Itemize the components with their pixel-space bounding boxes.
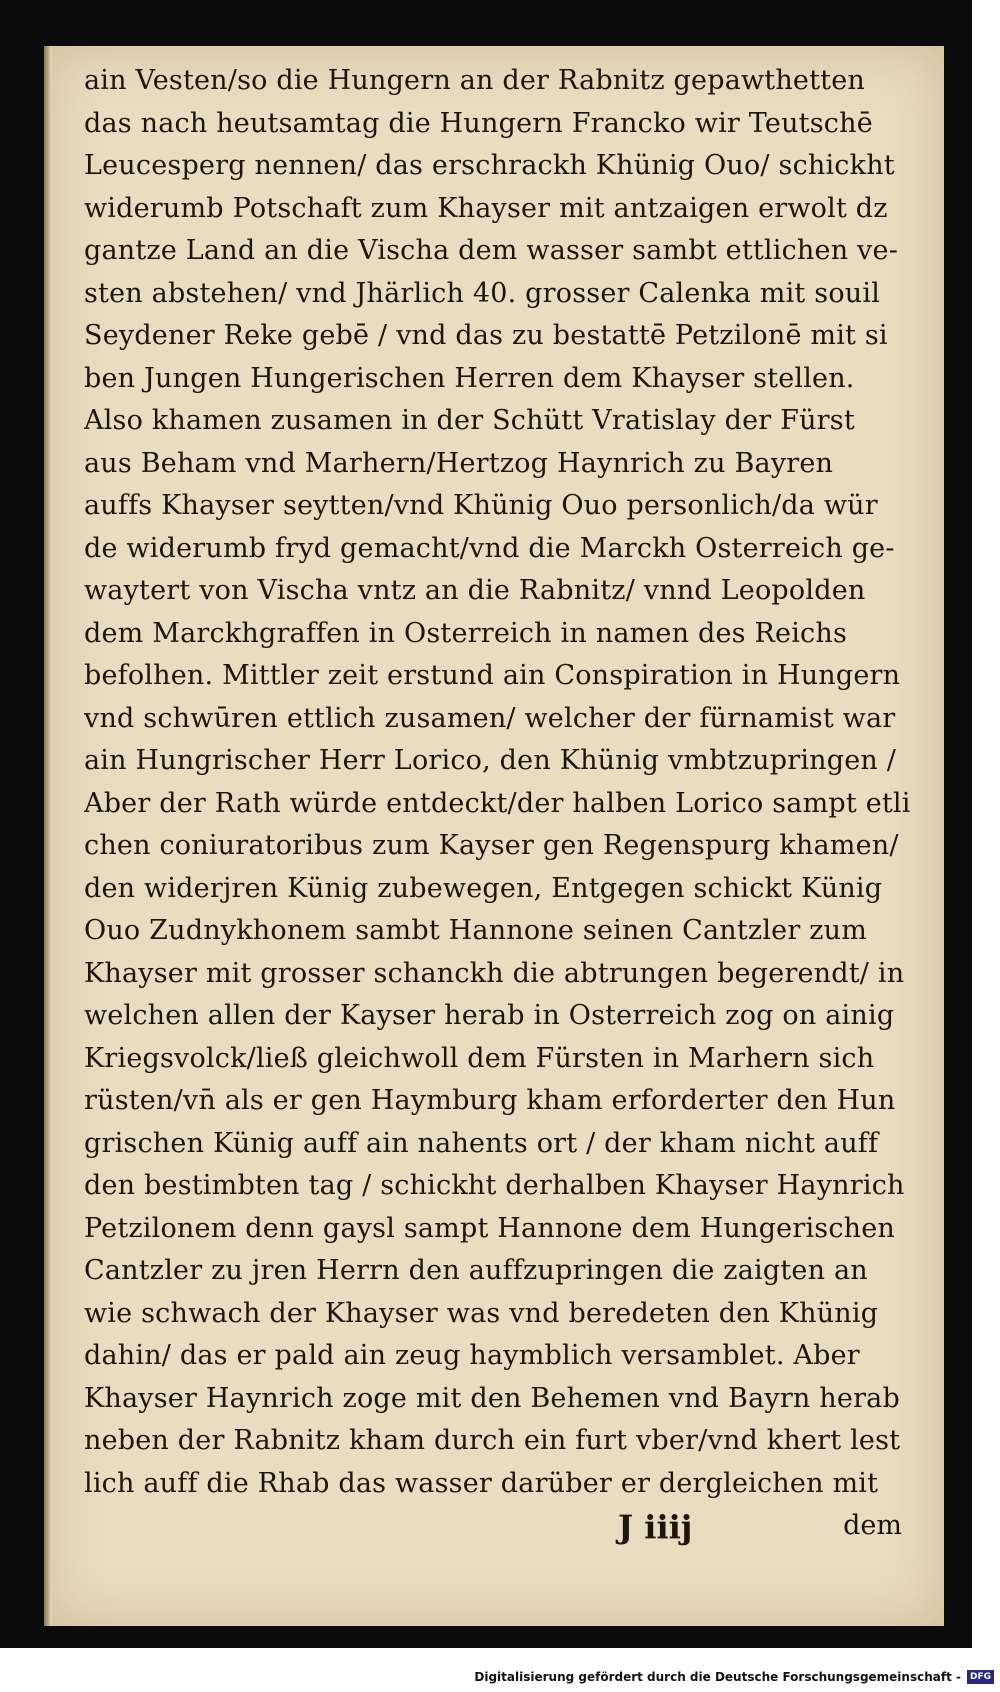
text-line: rüsten/vn̄ als er gen Haymburg kham erforderter den Hun (84, 1085, 896, 1116)
catchword: dem (843, 1510, 902, 1541)
text-line: grischen Künig auff ain nahents ort / der kham nicht auff (84, 1127, 879, 1159)
text-line: Seydener Reke gebē / vnd das zu bestattē Petzilonē mit si (84, 320, 888, 351)
text-line: den bestimbten tag / schickht derhalben Khayser Haynrich (84, 1170, 905, 1201)
text-line: sten abstehen/ vnd Jhärlich 40. grosser Calenka mit souil (84, 277, 881, 309)
text-line: lich auff die Rhab das wasser darüber er dergleichen mit (84, 1467, 879, 1499)
page-footer (84, 1508, 914, 1553)
text-line: dahin/ das er pald ain zeug haymblich versamblet. Aber (84, 1340, 860, 1371)
text-line: chen coniuratoribus zum Kayser gen Regenspurg khamen/ (84, 830, 899, 861)
text-line: Kriegsvolck/ließ gleichwoll dem Fürsten in Marhern sich (84, 1042, 875, 1074)
book-page (44, 46, 944, 1626)
text-line: Khayser Haynrich zoge mit den Behemen vnd Bayrn herab (84, 1382, 900, 1414)
text-line: vnd schwūren ettlich zusamen/ welcher der fürnamist war (84, 702, 896, 734)
text-line: waytert von Vischa vntz an die Rabnitz/ vnnd Leopolden (84, 575, 866, 606)
text-line: befolhen. Mittler zeit erstund ain Conspiration in Hungern (84, 660, 901, 691)
dfg-logo-icon: DFG (967, 1670, 994, 1684)
text-line: auffs Khayser seytten/vnd Khünig Ouo personlich/da wür (84, 490, 878, 521)
text-line: Aber der Rath würde entdeckt/der halben Lorico sampt etli (84, 787, 911, 819)
text-line: den widerjren Künig zubewegen, Entgegen schickt Künig (84, 872, 883, 904)
body-text (84, 60, 914, 1505)
text-line: ain Hungrischer Herr Lorico, den Khünig vmbtzupringen / (84, 745, 897, 776)
text-line: aus Beham vnd Marhern/Hertzog Haynrich zu Bayren (84, 447, 834, 479)
text-line: Cantzler zu jren Herrn den auffzupringen die zaigten an (84, 1255, 868, 1286)
text-line: Khayser mit grosser schanckh die abtrungen begerendt/ in (84, 957, 905, 989)
text-line: ben Jungen Hungerischen Herren dem Khayser stellen. (84, 362, 855, 394)
credit-text: Digitalisierung gefördert durch die Deutsche Forschungsgemeinschaft - (474, 1670, 961, 1684)
text-line: welchen allen der Kayser herab in Osterreich zog on ainig (84, 1000, 895, 1031)
text-line: Petzilonem denn gaysl sampt Hannone dem Hungerischen (84, 1212, 896, 1244)
text-line: das nach heutsamtag die Hungern Francko wir Teutschē (84, 107, 873, 139)
text-line: neben der Rabnitz kham durch ein furt vber/vnd khert lest (84, 1425, 901, 1456)
text-line: de widerumb fryd gemacht/vnd die Marckh Osterreich ge- (84, 532, 895, 564)
signature-mark: J iiij (618, 1508, 693, 1546)
text-line: Also khamen zusamen in der Schütt Vratislay der Fürst (84, 405, 855, 436)
text-line: Ouo Zudnykhonem sambt Hannone seinen Cantzler zum (84, 915, 868, 946)
digitization-credit (474, 1666, 994, 1688)
text-line: gantze Land an die Vischa dem wasser sambt ettlichen ve- (84, 235, 899, 266)
text-line: ain Vesten/so die Hungern an der Rabnitz gepawthetten (84, 65, 865, 96)
page-gutter-shadow (44, 46, 52, 1626)
text-line: Leucesperg nennen/ das erschrackh Khünig Ouo/ schickht (84, 150, 895, 181)
text-line: widerumb Potschaft zum Khayser mit antzaigen erwolt dz (84, 192, 888, 224)
text-line: wie schwach der Khayser was vnd beredeten den Khünig (84, 1297, 879, 1329)
text-line: dem Marckhgraffen in Osterreich in namen des Reichs (84, 617, 847, 649)
